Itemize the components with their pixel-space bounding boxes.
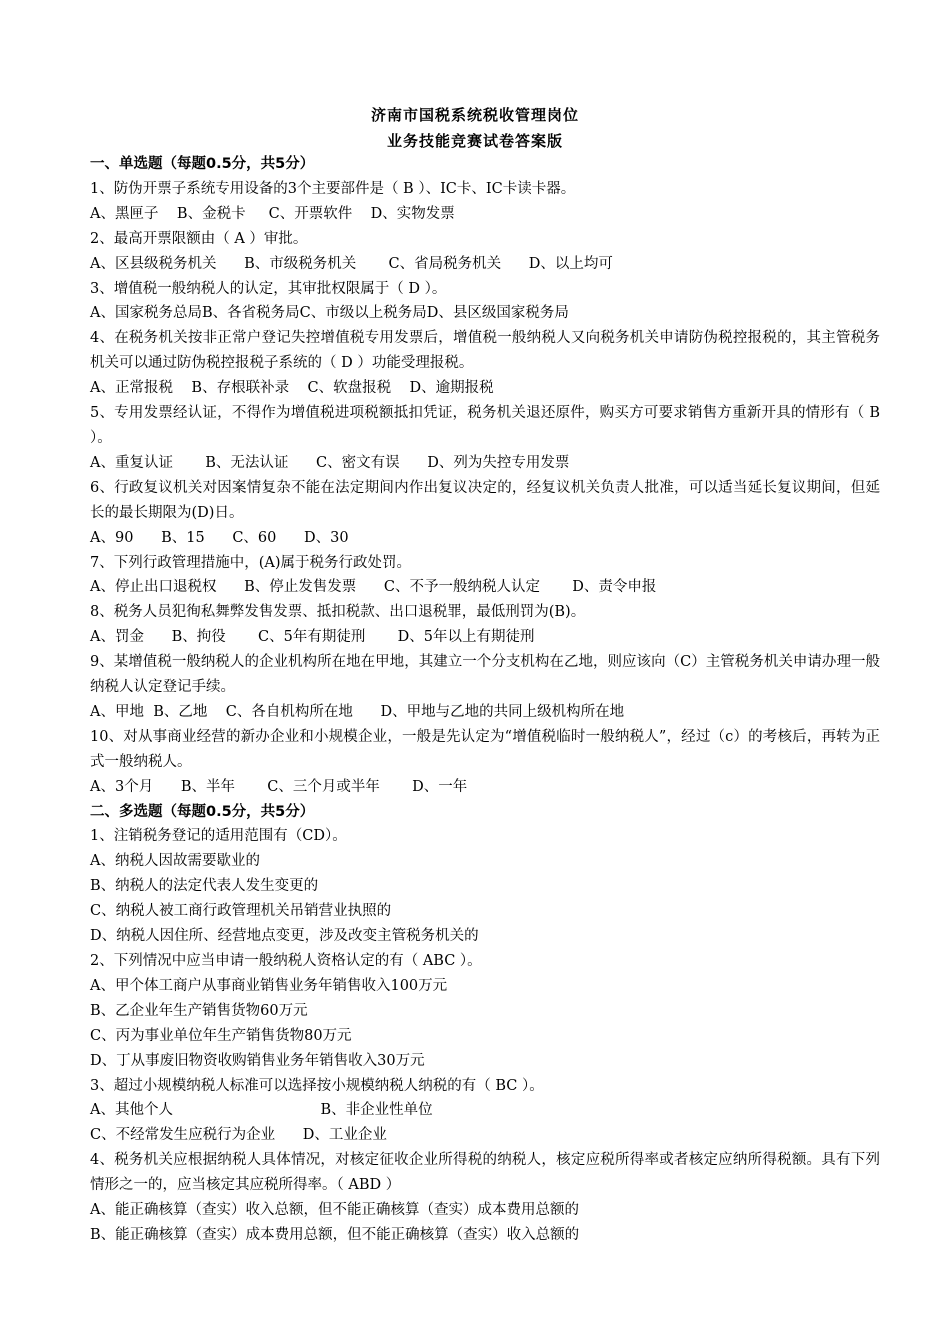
document-title: [0, 102, 950, 154]
text-line: 3、超过小规模纳税人标准可以选择按小规模纳税人纳税的有（ BC ）。: [90, 1077, 544, 1094]
question-text: 4、在税务机关按非正常户登记失控增值税专用发票后，增值税一般纳税人又向税务机关申请防伪税控报税的，其主管税务机关可以通过防伪税控报税子系统的（ D ）功能受理报税。: [90, 330, 880, 372]
question-text: 6、行政复议机关对因案情复杂不能在法定期间内作出复议决定的，经复议机关负责人批准，可以适当延长复议期间，但延长的最长期限为(D)日。: [90, 479, 880, 521]
answer-options: A、甲地 B、乙地 C、各自机构所在地 D、甲地与乙地的共同上级机构所在地: [90, 703, 625, 720]
document-body: [90, 152, 880, 1248]
answer-options: A、90 B、15 C、60 D、30: [90, 529, 349, 546]
question-text: 9、某增值税一般纳税人的企业机构所在地在甲地，其建立一个分支机构在乙地，则应该向（C）主管税务机关申请办理一般纳税人认定登记手续。: [90, 654, 880, 696]
text-line: 1、防伪开票子系统专用设备的3个主要部件是（ B ）、IC卡、IC卡读卡器。: [90, 180, 576, 197]
answer-options: A、黑匣子 B、金税卡 C、开票软件 D、实物发票: [90, 205, 455, 222]
title-line-1: 济南市国税系统税收管理岗位: [370, 106, 579, 124]
text-line: A、甲个体工商户从事商业销售业务年销售收入100万元: [90, 977, 448, 994]
question-text: 10、对从事商业经营的新办企业和小规模企业，一般是先认定为“增值税临时一般纳税人”，经过（c）的考核后，再转为正式一般纳税人。: [90, 728, 880, 770]
section-heading: 一、单选题（每题0.5分，共5分）: [90, 156, 315, 172]
text-line: B、能正确核算（查实）成本费用总额，但不能正确核算（查实）收入总额的: [90, 1226, 580, 1243]
text-line: B、乙企业年生产销售货物60万元: [90, 1002, 308, 1019]
text-line: B、纳税人的法定代表人发生变更的: [90, 878, 319, 895]
question-text: 4、税务机关应根据纳税人具体情况，对核定征收企业所得税的纳税人，核定应税所得率或者核定应纳所得税额。具有下列情形之一的，应当核定其应税所得率。（ ABD ）: [90, 1152, 880, 1194]
title-line-2: 业务技能竞赛试卷答案版: [386, 132, 563, 150]
text-line: A、能正确核算（查实）收入总额，但不能正确核算（查实）成本费用总额的: [90, 1202, 579, 1219]
answer-options: A、停止出口退税权 B、停止发售发票 C、不予一般纳税人认定 D、责令申报: [90, 579, 657, 596]
question-text: 5、专用发票经认证，不得作为增值税进项税额抵扣凭证，税务机关退还原件，购买方可要求销售方重新开具的情形有（ B ）。: [90, 405, 880, 446]
text-line: 1、注销税务登记的适用范围有（CD）。: [90, 828, 347, 845]
text-line: D、纳税人因住所、经营地点变更，涉及改变主管税务机关的: [90, 928, 479, 945]
text-line: 7、下列行政管理措施中，(A)属于税务行政处罚。: [90, 554, 412, 571]
answer-options: A、区县级税务机关 B、市级税务机关 C、省局税务机关 D、以上均可: [90, 255, 613, 272]
text-line: 3、增值税一般纳税人的认定，其审批权限属于（ D ）。: [90, 280, 447, 297]
text-line: 2、下列情况中应当申请一般纳税人资格认定的有（ ABC ）。: [90, 953, 482, 969]
text-line: A、纳税人因故需要歇业的: [90, 853, 260, 870]
answer-options: A、3个月 B、半年 C、三个月或半年 D、一年: [90, 778, 468, 795]
text-line: A、国家税务总局B、各省税务局C、市级以上税务局D、县区级国家税务局: [90, 305, 569, 322]
text-line: 2、最高开票限额由（ A ）审批。: [90, 230, 308, 247]
answer-options: A、重复认证 B、无法认证 C、密文有误 D、列为失控专用发票: [90, 454, 570, 471]
text-line: D、丁从事废旧物资收购销售业务年销售收入30万元: [90, 1052, 425, 1069]
section-heading: 二、多选题（每题0.5分，共5分）: [90, 803, 315, 820]
text-line: C、纳税人被工商行政管理机关吊销营业执照的: [90, 903, 392, 920]
text-line: C、丙为事业单位年生产销售货物80万元: [90, 1027, 352, 1044]
answer-options: A、罚金 B、拘役 C、5年有期徒刑 D、5年以上有期徒刑: [90, 629, 535, 646]
answer-options: A、其他个人 B、非企业性单位: [90, 1102, 433, 1119]
answer-options: A、正常报税 B、存根联补录 C、软盘报税 D、逾期报税: [90, 380, 494, 397]
text-line: 8、税务人员犯徇私舞弊发售发票、抵扣税款、出口退税罪，最低刑罚为(B)。: [90, 604, 586, 621]
answer-options: C、不经常发生应税行为企业 D、工业企业: [90, 1127, 387, 1144]
